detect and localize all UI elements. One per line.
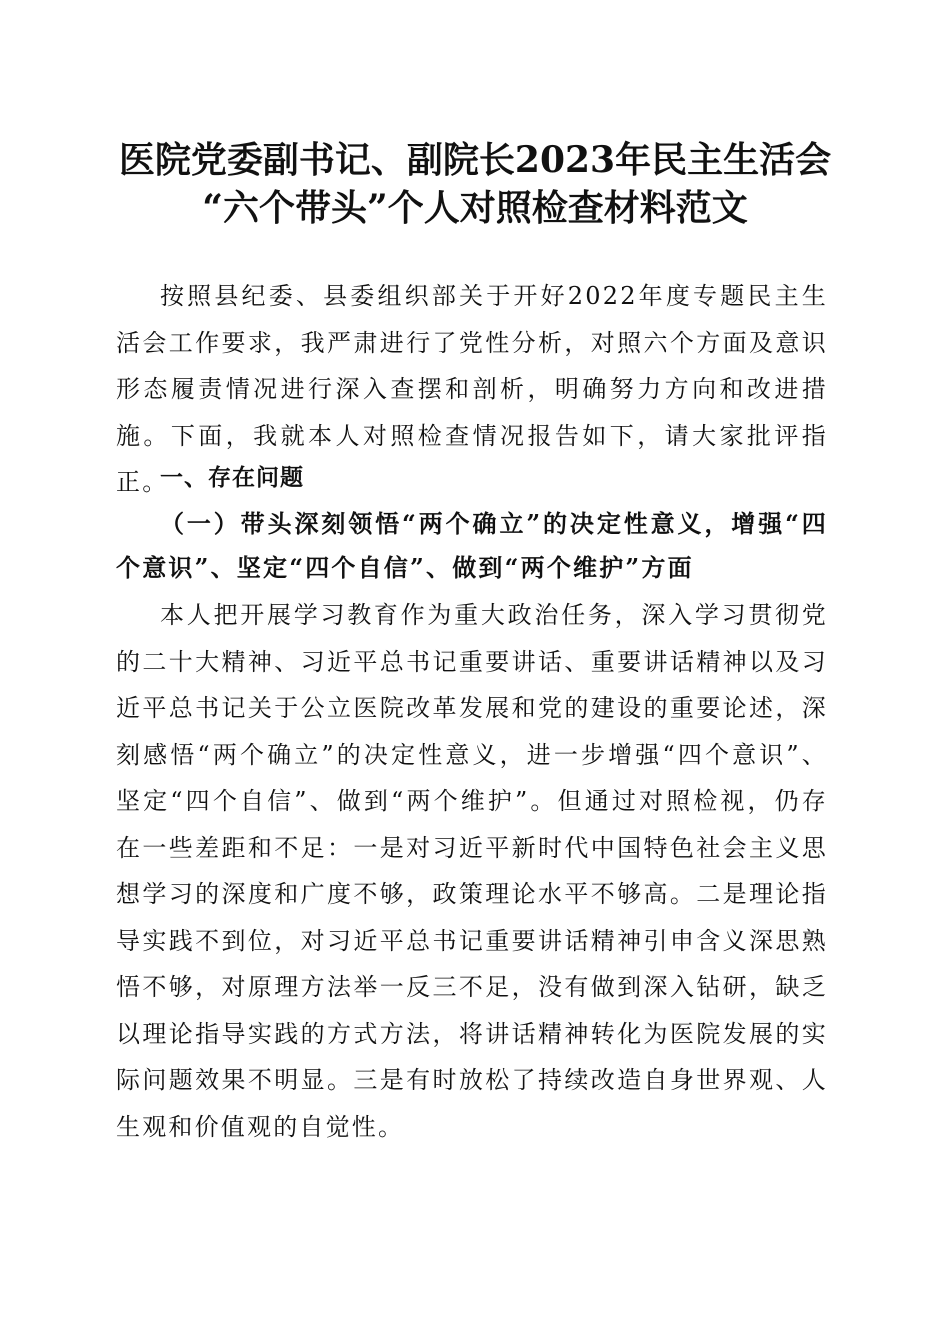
body-paragraph: 本人把开展学习教育作为重大政治任务，深入学习贯彻党的二十大精神、习近平总书记重要讲话、重要讲话精神以及习近平总书记关于公立医院改革发展和党的建设的重要论述，深刻感悟“两个确立”的决定性意义，进一步增强“四个意识”、坚定“四个自信”、做到“两个维护”。但通过对照检视，仍存在一些差距和不足：一是对习近平新时代中国特色社会主义思想学习的深度和广度不够，政策理论水平不够高。二是理论指导实践不到位，对习近平总书记重要讲话精神引申含义深思熟悟不够，对原理方法举一反三不足，没有做到深入钻研，缺乏以理论指导实践的方式方法，将讲话精神转化为医院发展的实际问题效果不明显。三是有时放松了持续改造自身世界观、人生观和价值观的自觉性。 — [116, 601, 828, 1141]
section-heading: 一、存在问题 — [160, 465, 304, 491]
intro-paragraph: 按照县纪委、县委组织部关于开好2022年度专题民主生活会工作要求，我严肃进行了党性分析，对照六个方面及意识形态履责情况进行深入查摆和剖析，明确努力方向和改进措施。下面，我就本人对照检查情况报告如下，请大家批评指正。 — [116, 282, 828, 496]
subsection-heading: （一）带头深刻领悟“两个确立”的决定性意义，增强“四个意识”、坚定“四个自信”、做到“两个维护”方面 — [116, 509, 828, 582]
document-title-line-1: 医院党委副书记、副院长2023年民主生活会 — [118, 139, 832, 181]
document-title-line-2: “六个带头”个人对照检查材料范文 — [202, 187, 748, 229]
